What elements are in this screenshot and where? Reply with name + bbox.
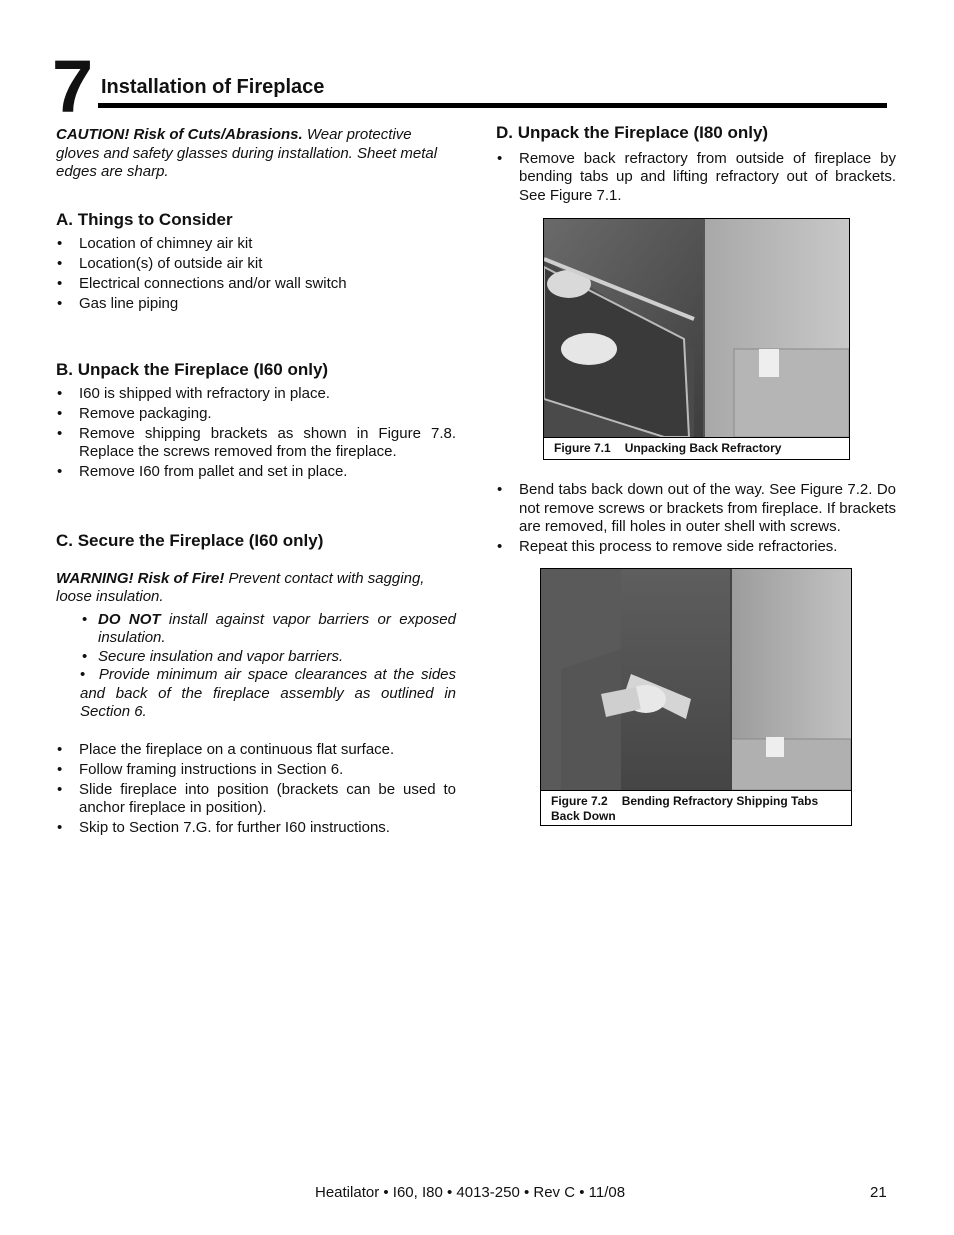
figure-7-1-caption bbox=[554, 441, 781, 456]
figure-caption-text: Bending Refractory Shipping Tabs Back Down bbox=[551, 794, 819, 823]
warning-item bbox=[80, 611, 456, 648]
section-b bbox=[56, 361, 456, 483]
caution-lead: CAUTION! Risk of Cuts/Abrasions. bbox=[56, 126, 303, 143]
list-item: • Follow framing instructions in Section 6. bbox=[56, 761, 456, 780]
list-item: • I60 is shipped with refractory in place. bbox=[56, 385, 456, 404]
section-c-heading: C. Secure the Fireplace (I60 only) bbox=[56, 531, 324, 550]
caution-text: Wear protective gloves and safety glasses during installation. Sheet metal edges are sharp. bbox=[56, 126, 438, 180]
figure-7-2 bbox=[540, 568, 852, 826]
list-item: • Gas line piping bbox=[56, 295, 456, 314]
section-d-continued bbox=[496, 481, 896, 558]
section-b-list bbox=[56, 385, 456, 482]
refractory-photo-1 bbox=[544, 219, 849, 437]
list-item: • Remove packaging. bbox=[56, 405, 456, 424]
list-item: • Remove back refractory from outside of fireplace by bending tabs up and lifting refractory out of brackets. See Figure 7.1. bbox=[496, 150, 896, 206]
warning-item bbox=[80, 666, 456, 722]
chapter-number: 7 bbox=[52, 45, 92, 128]
section-a-heading: A. Things to Consider bbox=[56, 210, 233, 229]
section-d-heading: D. Unpack the Fireplace (I80 only) bbox=[496, 123, 769, 142]
figure-7-1-photo bbox=[544, 219, 849, 438]
section-d-list-1 bbox=[496, 150, 896, 206]
warning-item-text: install against vapor barriers or exposed insulation. bbox=[98, 610, 456, 646]
list-item: • Bend tabs back down out of the way. See Figure 7.2. Do not remove screws or brackets from fireplace. If brackets are removed, fill holes in outer shell with screws. bbox=[496, 481, 896, 537]
list-item: • Skip to Section 7.G. for further I60 instructions. bbox=[56, 819, 456, 838]
list-item: • Remove I60 from pallet and set in place. bbox=[56, 463, 456, 482]
section-c bbox=[56, 532, 456, 839]
caution-note bbox=[56, 126, 456, 182]
list-item: • Repeat this process to remove side refractories. bbox=[496, 538, 896, 557]
warning-text: Prevent contact with sagging, loose insulation. bbox=[56, 569, 425, 605]
list-item: • Remove shipping brackets as shown in Figure 7.8. Replace the screws removed from the fireplace. bbox=[56, 425, 456, 462]
section-d bbox=[496, 124, 896, 207]
list-item: • Electrical connections and/or wall switch bbox=[56, 275, 456, 294]
section-a bbox=[56, 211, 456, 315]
list-item: • Location(s) of outside air kit bbox=[56, 255, 456, 274]
section-d-list-2 bbox=[496, 481, 896, 557]
figure-number: Figure 7.1 bbox=[554, 441, 611, 455]
list-item: • Slide fireplace into position (brackets can be used to anchor fireplace in position). bbox=[56, 781, 456, 818]
section-b-heading: B. Unpack the Fireplace (I60 only) bbox=[56, 360, 329, 379]
warning-item-bold: DO NOT bbox=[98, 610, 161, 628]
figure-7-1 bbox=[543, 218, 850, 460]
header-rule bbox=[98, 103, 887, 108]
list-item: • Place the fireplace on a continuous flat surface. bbox=[56, 741, 456, 760]
section-a-list bbox=[56, 235, 456, 314]
warning-item bbox=[80, 648, 456, 667]
warning-note bbox=[56, 570, 456, 607]
page-number: 21 bbox=[870, 1184, 887, 1201]
warning-list bbox=[56, 611, 456, 722]
figure-7-2-photo bbox=[541, 569, 851, 791]
figure-number: Figure 7.2 bbox=[551, 794, 608, 808]
warning-item-text: Provide minimum air space clearances at the sides and back of the fireplace assembly as outlined in Section 6. bbox=[80, 666, 456, 720]
warning-item-text: Secure insulation and vapor barriers. bbox=[98, 647, 344, 665]
warning-item-bullet: • bbox=[80, 666, 86, 683]
section-c-list bbox=[56, 741, 456, 838]
refractory-photo-2 bbox=[541, 569, 851, 790]
list-item: • Location of chimney air kit bbox=[56, 235, 456, 254]
figure-caption-text: Unpacking Back Refractory bbox=[624, 441, 782, 455]
figure-7-2-caption bbox=[551, 794, 843, 823]
warning-lead: WARNING! Risk of Fire! bbox=[56, 569, 225, 587]
footer-text: Heatilator • I60, I80 • 4013-250 • Rev C • 11/08 bbox=[315, 1184, 626, 1201]
chapter-title: Installation of Fireplace bbox=[101, 76, 325, 98]
